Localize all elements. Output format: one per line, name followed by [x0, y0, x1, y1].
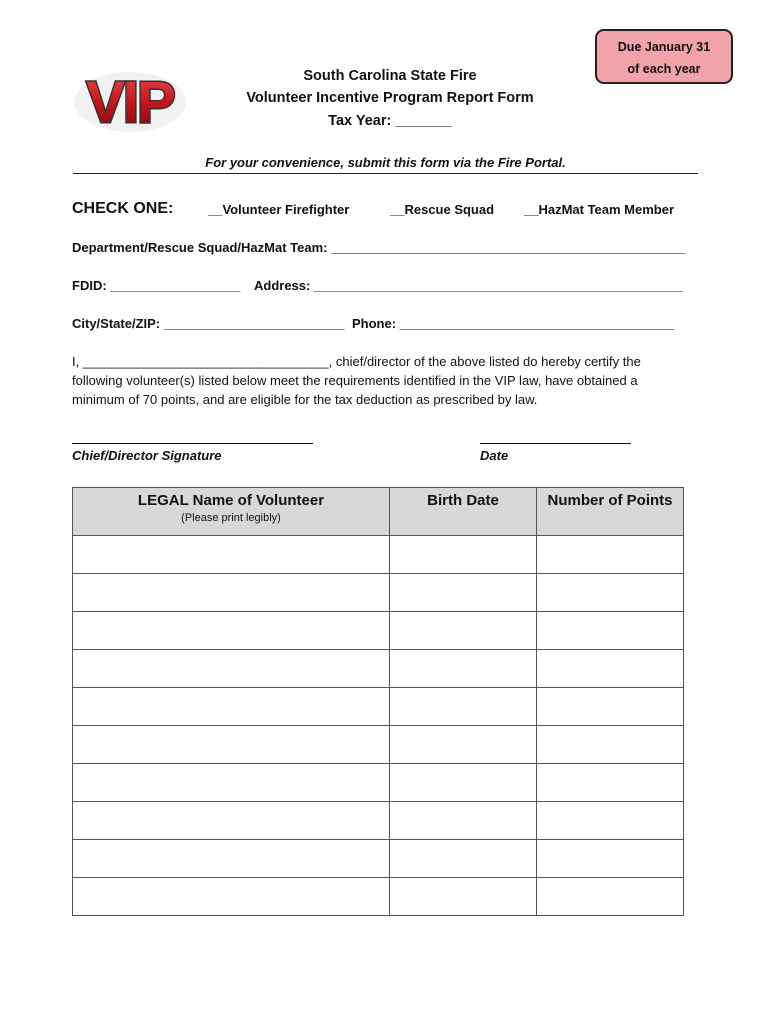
points-cell[interactable] — [537, 878, 684, 916]
name-cell[interactable] — [73, 840, 390, 878]
name-cell[interactable] — [73, 802, 390, 840]
name-cell[interactable] — [73, 688, 390, 726]
points-cell[interactable] — [537, 764, 684, 802]
name-cell[interactable] — [73, 650, 390, 688]
tax-year-field[interactable]: Tax Year: _______ — [328, 113, 452, 129]
date-label: Date — [480, 448, 509, 463]
points-cell[interactable] — [537, 726, 684, 764]
name-cell[interactable] — [73, 574, 390, 612]
table-row — [73, 878, 684, 916]
vip-logo — [72, 62, 188, 136]
table-row — [73, 650, 684, 688]
option-volunteer-firefighter[interactable]: __Volunteer Firefighter — [208, 202, 350, 217]
birth-date-cell[interactable] — [390, 726, 537, 764]
city-state-zip-field[interactable]: City/State/ZIP: _________________________ — [72, 316, 345, 331]
form-title-line1: South Carolina State Fire — [303, 68, 477, 84]
name-cell[interactable] — [73, 764, 390, 802]
points-cell[interactable] — [537, 802, 684, 840]
table-row — [73, 688, 684, 726]
header-birth-date: Birth Date — [390, 488, 537, 536]
form-title-line2: Volunteer Incentive Program Report Form — [246, 90, 534, 106]
certification-statement: I, __________________________________, chief/director of the above listed do hereby certify the following volunteer(s) listed below meet the requirements identified in the VIP law, have obtained a minimum of 70 points, and are eligible for the tax deduction as prescribed by law. — [72, 354, 641, 407]
birth-date-cell[interactable] — [390, 802, 537, 840]
header-divider — [73, 173, 698, 174]
points-cell[interactable] — [537, 650, 684, 688]
due-date-badge — [595, 29, 733, 84]
table-row — [73, 726, 684, 764]
due-date-line2: of each year — [627, 62, 701, 76]
volunteer-table — [72, 487, 684, 916]
birth-date-cell[interactable] — [390, 650, 537, 688]
header-legal-name-text: LEGAL Name of Volunteer — [137, 492, 325, 509]
header-legal-name — [73, 488, 390, 536]
table-row — [73, 764, 684, 802]
phone-field[interactable]: Phone: ______________________________________ — [352, 316, 675, 331]
signature-label: Chief/Director Signature — [72, 448, 222, 463]
birth-date-cell[interactable] — [390, 840, 537, 878]
option-hazmat-team-member[interactable]: __HazMat Team Member — [524, 202, 675, 217]
due-date-line1: Due January 31 — [617, 40, 711, 54]
birth-date-cell[interactable] — [390, 878, 537, 916]
points-cell[interactable] — [537, 688, 684, 726]
address-field[interactable]: Address: ___________________________________________________ — [254, 278, 683, 293]
name-cell[interactable] — [73, 612, 390, 650]
points-cell[interactable] — [537, 612, 684, 650]
birth-date-cell[interactable] — [390, 764, 537, 802]
table-row — [73, 612, 684, 650]
birth-date-cell[interactable] — [390, 688, 537, 726]
portal-note: For your convenience, submit this form via the Fire Portal. — [205, 155, 566, 170]
svg-text:VIP: VIP — [86, 70, 174, 135]
header-number-of-points: Number of Points — [537, 488, 684, 536]
check-one-label: CHECK ONE: — [72, 200, 174, 217]
table-row — [73, 802, 684, 840]
name-cell[interactable] — [73, 536, 390, 574]
fdid-field[interactable]: FDID: __________________ — [72, 278, 241, 293]
department-field[interactable]: Department/Rescue Squad/HazMat Team: _________________________________________________ — [72, 240, 686, 255]
birth-date-cell[interactable] — [390, 536, 537, 574]
name-cell[interactable] — [73, 878, 390, 916]
points-cell[interactable] — [537, 840, 684, 878]
table-row — [73, 840, 684, 878]
print-legibly-note: (Please print legibly) — [181, 512, 281, 524]
table-row — [73, 574, 684, 612]
signature-line[interactable] — [72, 443, 313, 444]
points-cell[interactable] — [537, 536, 684, 574]
table-row — [73, 536, 684, 574]
birth-date-cell[interactable] — [390, 612, 537, 650]
date-line[interactable] — [480, 443, 631, 444]
option-rescue-squad[interactable]: __Rescue Squad — [390, 202, 495, 217]
points-cell[interactable] — [537, 574, 684, 612]
name-cell[interactable] — [73, 726, 390, 764]
birth-date-cell[interactable] — [390, 574, 537, 612]
